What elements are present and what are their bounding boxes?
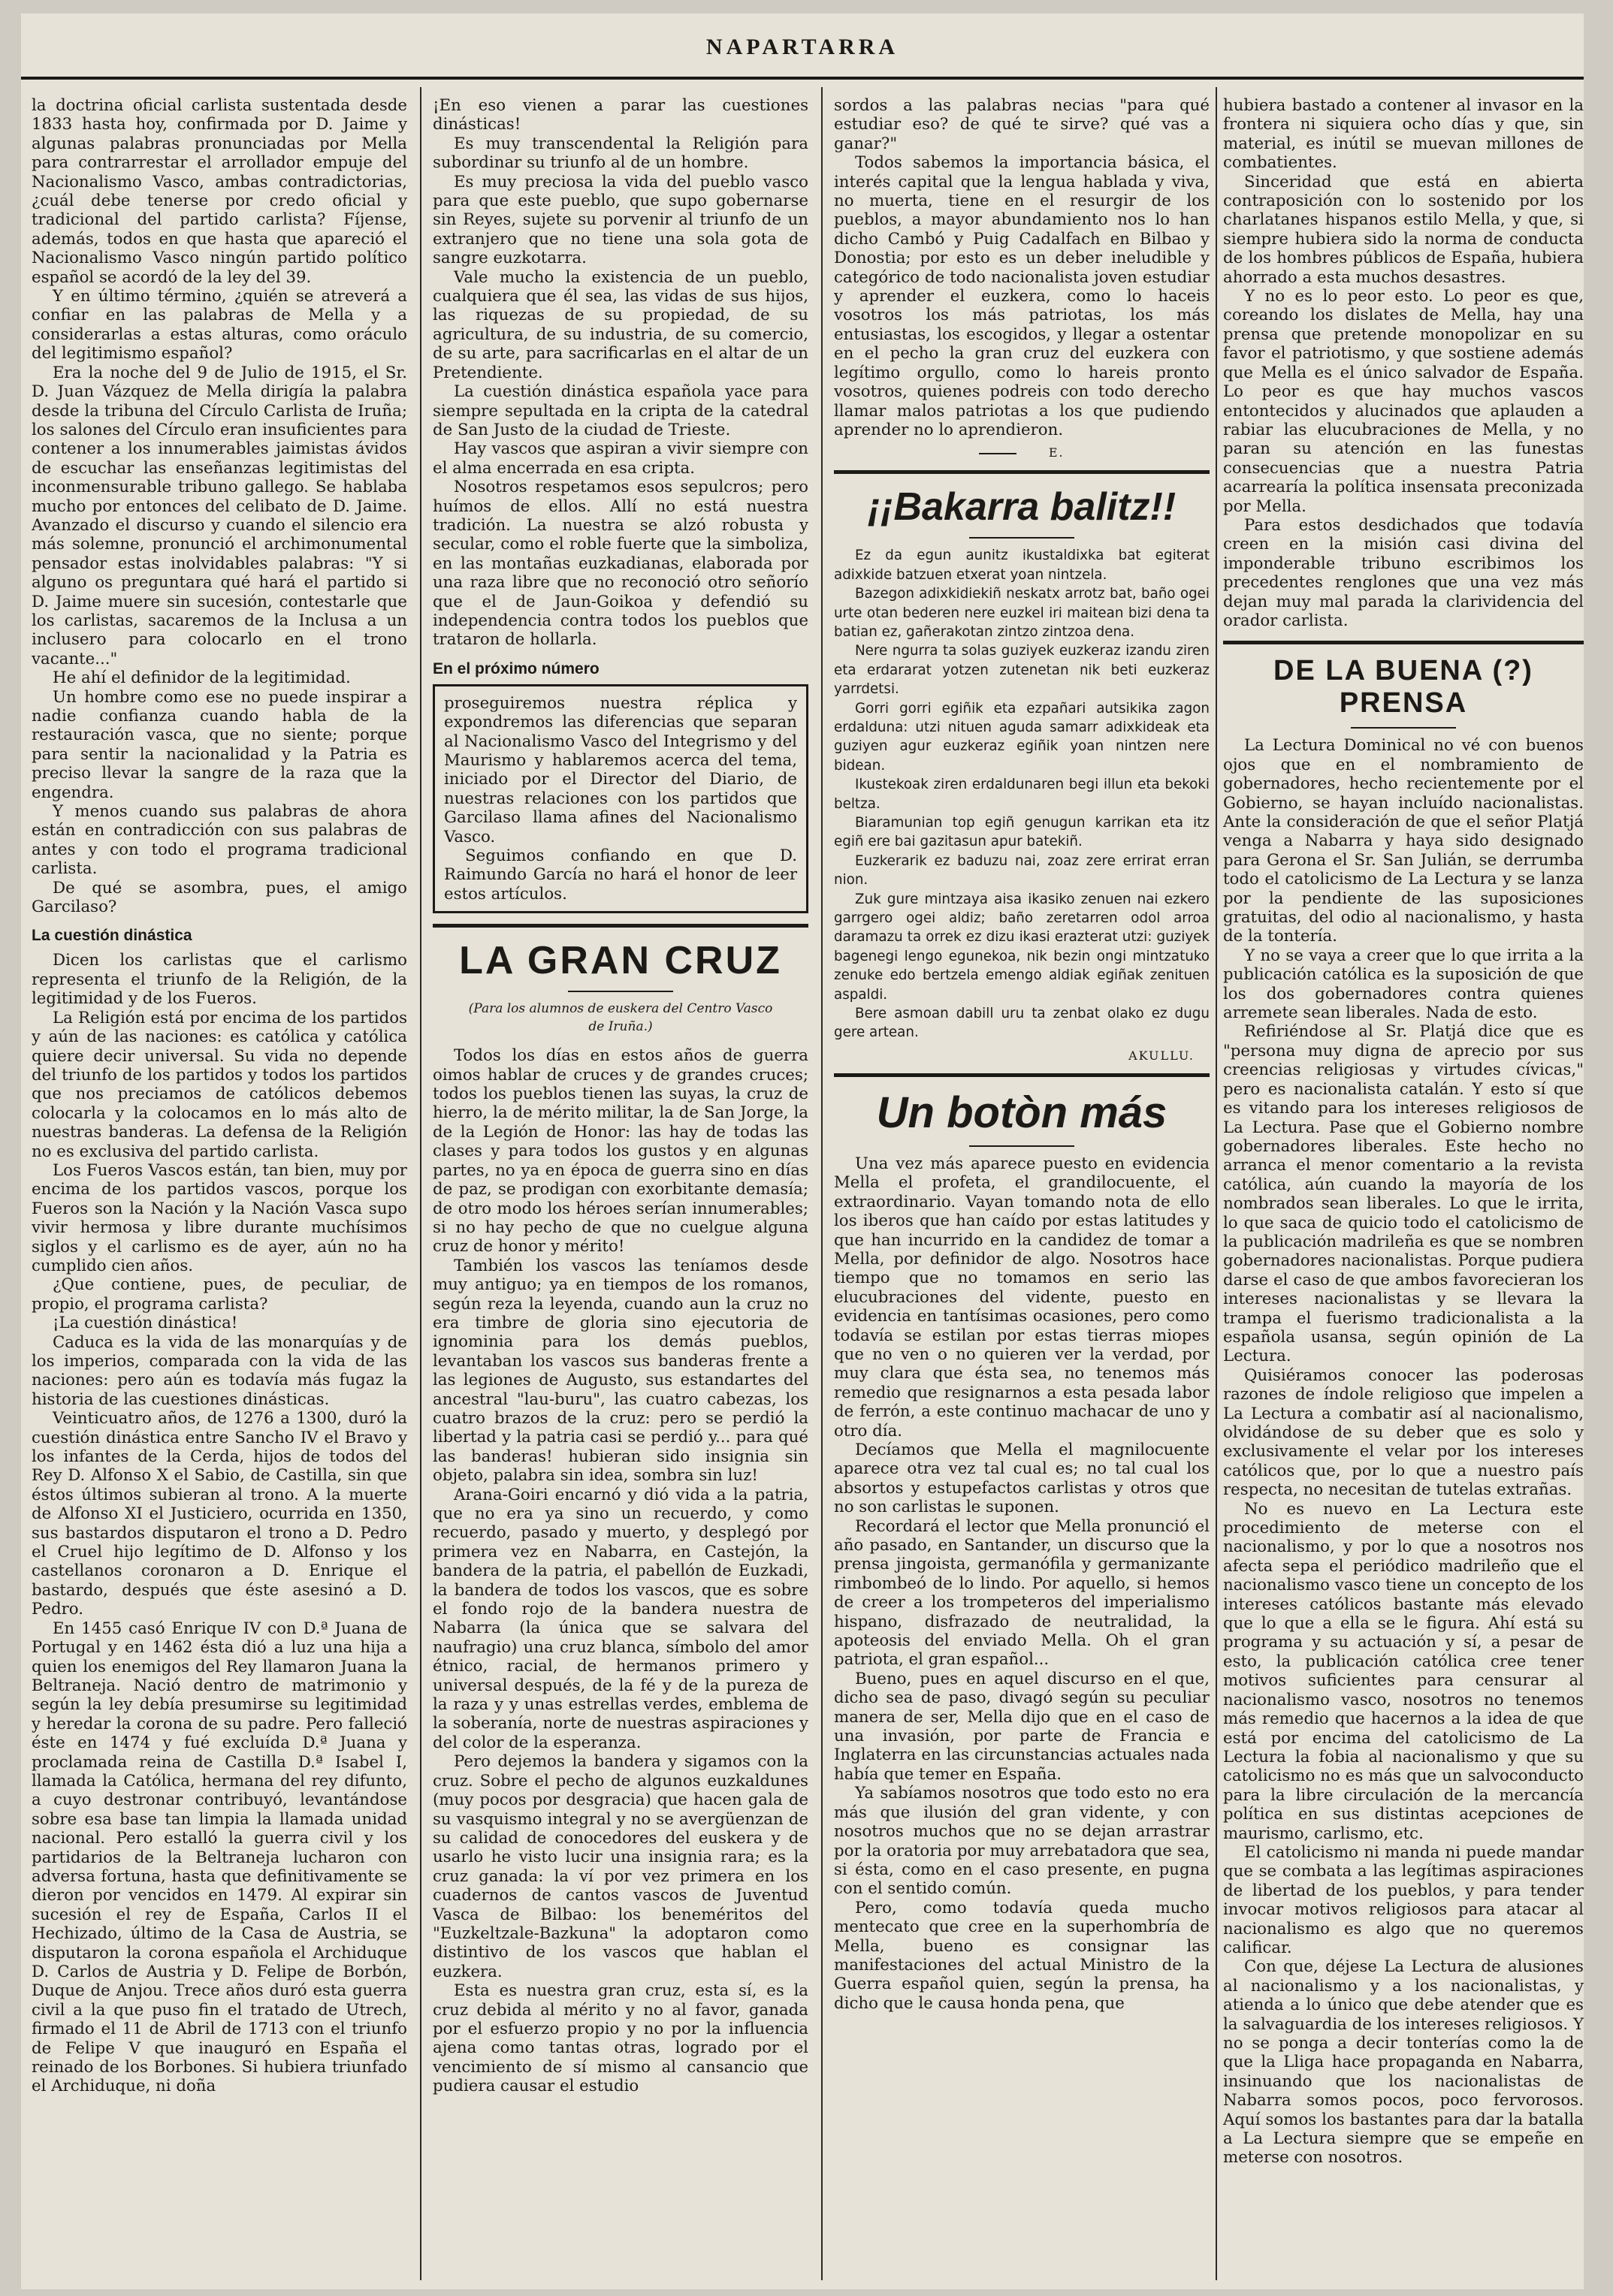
paragraph: Dicen los carlistas que el carlismo representa el triunfo de la Religión, de la legitimidad y de los Fueros.: [32, 951, 407, 1009]
paragraph: La Religión está por encima de los partidos y aún de las naciones: es católica y católica quiere decir universal. Su vida no depende del triunfo de los partidos y todos los partidos que nos preciamos de católicos debemos colocarla y la colocamos en lo más alto de nuestras banderas. La defensa de la Religión no es exclusiva del partido carlista.: [32, 1008, 407, 1161]
paragraph: Todos sabemos la importancia básica, el interés capital que la lengua hablada y viva, no muerta, tiene en el resurgir de los pueblos, a mayor abundamiento nos lo han dicho Cambó y Puig Cadalfach en Bilbao y Donostia; por esto es un deber ineludible y categórico de todo nacionalista joven estudiar y aprender el euzkera, como lo haceis vosotros los más patriotas, los más entusiastas, los escogidos, y llegar a ostentar en el pecho la gran cruz del euzkera con legítimo orgullo, como lo hareis pronto vosotros, quienes podreis con todo derecho llamar malos patriotas a los que pudiendo aprender no lo aprendieron.: [834, 153, 1210, 439]
paragraph: Biaramunian top egiñ genugun karrikan eta itz egiñ ere bai gazitasun apur batekiñ.: [834, 815, 1210, 850]
paragraph: Es muy preciosa la vida del pueblo vasco para que este pueblo, que supo gobernarse sin Reyes, sujete su porvenir al triunfo de un extranjero que no tiene una sola gota de sangre euzkotarra.: [433, 172, 808, 268]
paragraph: Caduca es la vida de las monarquías y de los imperios, comparada con la vida de las naciones: pero aún es todavía más fugaz la historia de las cuestiones dinásticas.: [32, 1332, 407, 1409]
column-divider: [1216, 87, 1217, 2280]
paragraph: Con que, déjese La Lectura de alusiones al nacionalismo y a los nacionalistas, y atienda a lo único que debe atender que es la salvaguardia de los intereses religiosos. Y no se ponga a decir tonterías como la de que la Lliga hace propaganda en Nabarra, insinuando que los nacionalistas de Nabarra somos pocos, poco fervorosos. Aquí somos los bastantes para dar la batalla a La Lectura siempre que se empeñe en meterse con nosotros.: [1223, 1957, 1584, 2168]
dedication: (Para los alumnos de euskera del Centro Vasco de Iruña.): [468, 1001, 773, 1035]
paragraph: Veinticuatro años, de 1276 a 1300, duró la cuestión dinástica entre Sancho IV el Bravo y los infantes de la Cerda, hijos de todos del Rey D. Alfonso X el Sabio, de Castilla, sin que éstos últimos subieran al trono. A la muerte de Alfonso XI el Justiciero, ocurrida en 1350, sus bastardos disputaron el trono a D. Pedro el Cruel hijo legítimo de D. Alfonso y los castellanos coronaron a D. Enrique el bastardo, después que éste asesinó a D. Pedro.: [32, 1409, 407, 1619]
paragraph: Era la noche del 9 de Julio de 1915, el Sr. D. Juan Vázquez de Mella dirigía la palabra desde la tribuna del Círculo Carlista de Iruña; los salones del Círculo eran insuficientes para contener a los innumerables jaimistas ávidos de escuchar las enseñanzas legitimistas del inconmensurable tribuno gallego. Se hablaba mucho por entonces del celibato de D. Jaime. Avanzado el discurso y cuando el silencio era más solemne, pronunció el archimonumental pensador estas inolvidables palabras: "Y si alguno os preguntara qué hará el partido si D. Jaime muere sin sucesión, contestarle que los carlistas, sacaremos de la Inclusa a un inclusero para colocarlo en el trono vacante...": [32, 363, 407, 668]
paragraph: proseguiremos nuestra réplica y expondremos las diferencias que separan al Nacionalismo Vasco del Integrismo y del Maurismo y hablaremos acerca del tema, iniciado por el Director del Diario, de nuestras relaciones con los partidos que Garcilaso llama afines del Nacionalismo Vasco.: [444, 693, 797, 846]
paragraph: He ahí el definidor de la legitimidad.: [53, 668, 351, 688]
paragraph: Nosotros respetamos esos sepulcros; pero huímos de ellos. Allí no está nuestra tradición. La nuestra se alzó robusta y secular, como el roble fuerte que la simboliza, en las montañas euzkadianas, elaborada por una raza libre que no reconoció otro señorío que el de Jaun-Goikoa y defendió su independencia contra todos los pueblos que trataron de hollarla.: [433, 478, 808, 650]
signature-text: E.: [1048, 445, 1065, 460]
signature: AKULLU.: [1128, 1048, 1195, 1063]
headline-rule: [1351, 727, 1456, 729]
paragraph: Seguimos confiando en que D. Raimundo García no hará el honor de leer estos artículos.: [444, 846, 797, 904]
paragraph: Es muy transcendental la Religión para subordinar su triunfo al de un hombre.: [433, 134, 808, 173]
section-heading: La cuestión dinástica: [32, 927, 192, 945]
paragraph: Los Fueros Vascos están, tan bien, muy por encima de los partidos vascos, porque los Fueros son la Nación y la Nación Vasca supo vivir hermosa y libre durante muchísimos siglos y el carlismo es de ayer, aún no ha cumplido cien años.: [32, 1160, 407, 1275]
paragraph: Un hombre como ese no puede inspirar a nadie confianza cuando habla de la restauración vasca, que no siente; porque para sentir la nacionalidad y la Patria es preciso llevar la sangre de la raza que la engendra.: [32, 687, 407, 802]
paragraph: Zuk gure mintzaya aisa ikasiko zenuen nai ezkero garrgero ogei aldiz; baño zeretarren odol arroa daramazu ta orrek ez dizu ikasi erazterat utzi: guziyek bagenegi lengo egunekoa, nik bezin ongi mintzatuko zenuke edo bertzela emengo aldiak egiñak zenituen aspaldi.: [834, 891, 1210, 1003]
paragraph: la doctrina oficial carlista sustentada desde 1833 hasta hoy, confirmada por D. Jaime y algunas palabras pronunciadas por Mella para contrarrestar el arrollador empuje del Nacionalismo Vasco, ambas contradictorias, ¿cuál debe tenerse por credo oficial y tradicional del partido carlista? Fíjense, además, todos en que hasta que apareció el Nacionalismo Vasco ningún partido político español se acordó de la ley del 39.: [32, 96, 407, 287]
headline-rule: [969, 1145, 1074, 1147]
paragraph: Sinceridad que está en abierta contraposición con lo sostenido por los charlatanes hispanos estilo Mella, y que, si siempre hubiera sido la norma de conducta de los hombres públicos de España, hubiera ahorrado a esta muchos desastres.: [1223, 172, 1584, 287]
column-divider: [420, 87, 421, 2280]
paragraph: Refiriéndose al Sr. Platjá dice que es "persona muy digna de aprecio por sus creencias religiosas y virtudes cívicas," pero es nacionalista catalán. Y esto sí que es vitando para los intereses religiosos de La Lectura. Pase que el Gobierno nombre gobernadores liberales. Este hecho no arranca el menor comentario a la revista católica, aún cuando la mayoría de los nombrados sean liberales. Lo que le irrita, lo que saca de quicio todo el catolicismo de la publicación madrileña es que se nombren gobernadores nacionalistas. Porque pudiera darse el caso de que ambos favorecieran los intereses nacionalistas y se llevara la trampa el fuerismo tradicionalista a la española usansa, según opinión de La Lectura.: [1223, 1022, 1584, 1366]
article-headline: Un botòn más: [876, 1088, 1167, 1137]
paragraph: Bueno, pues en aquel discurso en el que, dicho sea de paso, divagó según su peculiar manera de ser, Mella dijo que en el caso de una invasión, por parte de Francia e Inglaterra en las circunstancias actuales nada había que temer en España.: [834, 1669, 1210, 1784]
paragraph: ¿Que contiene, pues, de peculiar, de propio, el programa carlista?: [32, 1275, 407, 1314]
paragraph: ¡La cuestión dinástica!: [53, 1314, 238, 1333]
section-rule: [834, 470, 1210, 474]
section-rule: [834, 1073, 1210, 1077]
paragraph: Bere asmoan dabill uru ta zenbat olako ez dugu gere artean.: [834, 1006, 1210, 1041]
column-2: [433, 96, 808, 2274]
section-heading: En el próximo número: [433, 659, 600, 677]
paragraph: Y no es lo peor esto. Lo peor es que, coreando los dislates de Mella, hay una prensa que pretende monopolizar en su favor el patriotismo, y que sostiene además que Mella es el único salvador de España. Lo peor es que hay muchos vascos entontecidos y alucinados que aplauden a rabiar las elucubraciones de Mella, y no paran su atención en las funestas consecuencias que a nuestra Patria acarrearía la política insensata preconizada por Mella.: [1223, 287, 1584, 516]
paragraph: Quisiéramos conocer las poderosas razones de índole religioso que impelen a La Lectura a combatir así al nacionalismo, olvidándose de su deber que es solo y exclusivamente el velar por los intereses católicos que, por lo que a nuestro país respecta, no necesitan de tutelas extrañas.: [1223, 1365, 1584, 1500]
paragraph: Una vez más aparece puesto en evidencia Mella el profeta, el grandilocuente, el extraordinario. Vayan tomando nota de ello los iberos que han caído por estas latitudes y que han incurrido en la candidez de tomar a Mella, por definidor de algo. Nosotros hace tiempo que no tomamos en serio las elucubraciones del vidente, puesto en evidencia en tantísimas ocasiones, pero como todavía se estilan por estas tierras miopes que no ven o no quieren ver la verdad, por muy clara que ésta sea, no tenemos más remedio que resignarnos a esta pesada labor de ferrón, a este continuo machacar de uno y otro día.: [834, 1154, 1210, 1441]
paragraph: Vale mucho la existencia de un pueblo, cualquiera que él sea, las vidas de sus hijos, las riquezas de su propiedad, de su agricultura, de su industria, de su comercio, de su arte, para sacrificarlas en el altar de un Pretendiente.: [433, 267, 808, 382]
section-rule: [433, 924, 808, 928]
masthead-title: NAPARTARRA: [705, 35, 899, 59]
column-4: [1223, 96, 1584, 2274]
masthead: [21, 14, 1584, 80]
paragraph: Y menos cuando sus palabras de ahora están en contradicción con sus palabras de antes y con todo el programa tradicional carlista.: [32, 802, 407, 879]
paragraph: Nere ngurra ta solas guziyek euzkeraz izandu ziren eta erdararat yotzen zutenetan nik beti euzkeraz yarrdetsi.: [834, 643, 1210, 698]
paragraph: Y no se vaya a creer que lo que irrita a la publicación católica es la suposición de que los dos gobernadores contra quienes arremete sean liberales. Nada de esto.: [1223, 946, 1584, 1023]
newspaper-page: [21, 14, 1584, 2289]
column-1: [32, 96, 407, 2274]
dash-rule: [979, 453, 1016, 454]
paragraph: En 1455 casó Enrique IV con D.ª Juana de Portugal y en 1462 ésta dió a luz una hija a quien los enemigos del Rey llamaron Juana la Beltraneja. Nació dentro de matrimonio y según la ley debía presumirse su legitimidad y heredar la corona de su padre. Pero falleció éste en 1474 y fué excluída D.ª Juana y proclamada reina de Castilla D.ª Isabel I, llamada la Católica, hermana del rey difunto, a cuyo destronar contribuyó, levantándose sobre esa base tan limpia la llamada unidad nacional. Pero estalló la guerra civil y los partidarios de la Beltraneja lucharon con adversa fortuna, hasta que definitivamente se dieron por vencidos en 1479. Al expirar sin sucesión el rey de España, Carlos II el Hechizado, último de la Casa de Austria, se disputaron la corona española el Archiduque D. Carlos de Austria y D. Felipe de Borbón, Duque de Anjou. Trece años duró esta guerra civil a la que puso fin el tratado de Utrech, firmado el 11 de Abril de 1713 con el triunfo de Felipe V que inauguró en España el reinado de los Borbones. Si hubiera triunfado el Archiduque, ni doña: [32, 1619, 407, 2096]
paragraph: Para estos desdichados que todavía creen en la misión casi divina del imponderable tribuno escribimos los precedentes renglones que una vez más dejan muy mal parada la clarividencia del orador carlista.: [1223, 515, 1584, 630]
section-rule: [1223, 641, 1584, 644]
paragraph: El catolicismo ni manda ni puede mandar que se combata a las legítimas aspiraciones de libertad de los pueblos, y para tender invocar motivos religiosos para atacar al nacionalismo es algo que no queremos calificar.: [1223, 1842, 1584, 1957]
paragraph: Ya sabíamos nosotros que todo esto no era más que ilusión del gran vidente, y con nosotros muchos que no se dejan arrastrar por la oratoria por muy arrebatadora que sea, si ésta, como en el caso presente, en pugna con el sentido común.: [834, 1784, 1210, 1899]
paragraph: Hay vascos que aspiran a vivir siempre con el alma encerrada en esa cripta.: [433, 439, 808, 478]
paragraph: Arana-Goiri encarnó y dió vida a la patria, que no era ya sino un recuerdo, y como recuerdo, pasado y muerto, y desplegó por primera vez en Nabarra, en Castejón, la bandera de la patria, el pabellón de Euzkadi, la bandera de todos los vascos, que es sobre el fondo rojo de la bandera nuestra de Nabarra (la única que se salvara del naufragio) una cruz blanca, símbolo del amor étnico, racial, de hermanos primero y universal después, de la fé y de la pureza de la raza y y unas estrellas verdes, emblema de la soberanía, norte de nuestras aspiraciones y del color de la esperanza.: [433, 1485, 808, 1752]
paragraph: No es nuevo en La Lectura este procedimiento de meterse con el nacionalismo, y por lo que a nosotros nos afecta sepa el periódico madrileño que el nacionalismo vasco tiene un concepto de los intereses católicos bastante más elevado que lo que a ella se le figura. Ahí está su programa y su actuación y sí, a pesar de esto, la publicación católica cree tener motivos suficientes para censurar al nacionalismo vasco, nosotros no tenemos más remedio que hacernos a la idea de que está por encima del catolicismo de La Lectura la fobia al nacionalismo y que su catolicismo no es más que un salvoconducto para la libre circulación de la mercancía política en sus distintas acepciones de maurismo, carlismo, etc.: [1223, 1499, 1584, 1843]
notice-box: [433, 684, 808, 913]
paragraph: La cuestión dinástica española yace para siempre sepultada en la cripta de la catedral de San Justo de la ciudad de Trieste.: [433, 382, 808, 439]
article-headline: ¡¡Bakarra balitz!!: [867, 485, 1177, 529]
paragraph: Ez da egun aunitz ikustaldixka bat egiterat adixkide batzuen etxerat yoan nintzela.: [834, 548, 1210, 583]
paragraph: Todos los días en estos años de guerra oimos hablar de cruces y de grandes cruces; todos los pueblos tienen las suyas, la cruz de hierro, la de mérito militar, la de San Jorge, la de la Legión de Honor: las hay de todas las clases y para todos los gustos y en algunas partes, no ya en época de guerra sino en días de paz, se prodigan con exorbitante demasía; de otro modo los héroes serían innumerables; si no hay pecho de que no cuelgue alguna cruz de honor y mérito!: [433, 1046, 808, 1257]
article-headline: DE LA BUENA (?) PRENSA: [1273, 655, 1533, 720]
paragraph: Pero dejemos la bandera y sigamos con la cruz. Sobre el pecho de algunos euzkaldunes (muy pocos por desgracia) que hacen gala de su vasquismo integral y no se avergüenzan de su calidad de conocedores del euskera y de usarlo he visto lucir una insignia rara; es la cruz ganada: la ví por vez primera en los cuadernos de cantos vascos de Juventud Vasca de Bilbao: los beneméritos del "Euzkeltzale-Bazkuna" la adoptaron como distintivo de los vascos que hablan el euzkera.: [433, 1752, 808, 1981]
paragraph: Ikustekoak ziren erdaldunaren begi illun eta bekoki beltza.: [834, 777, 1210, 812]
paragraph: ¡En eso vienen a parar las cuestiones dinásticas!: [433, 96, 808, 134]
article-headline: LA GRAN CRUZ: [459, 939, 782, 983]
paragraph: Y en último término, ¿quién se atreverá a confiar en las palabras de Mella y a considerarlas a estas alturas, como oráculo del legitimismo español?: [32, 287, 407, 364]
paragraph: Decíamos que Mella el magnilocuente aparece otra vez tal cual es; no tal cual los absortos y estupefactos carlistas y otros que no son carlistas le suponen.: [834, 1440, 1210, 1517]
paragraph: Recordará el lector que Mella pronunció el año pasado, en Santander, un discurso que la prensa jingoista, germanófila y germanizante rimbombeó de lo lindo. Por aquello, si hemos de creer a los trompeteros del imperialismo hispano, disfrazado de neutralidad, la apoteosis del enviado Mella. Oh el gran patriota, el gran español...: [834, 1516, 1210, 1670]
paragraph: Esta es nuestra gran cruz, esta sí, es la cruz debida al mérito y no al favor, ganada por el esfuerzo propio y no por la influencia ajena como tantas otras, logrado por el vencimiento de sí mismo al cansancio que pudiera causar el estudio: [433, 1981, 808, 2096]
paragraph: De qué se asombra, pues, el amigo Garcilaso?: [32, 878, 407, 917]
column-3: [834, 96, 1210, 2274]
paragraph: También los vascos las teníamos desde muy antiguo; ya en tiempos de los romanos, según reza la leyenda, cuando aun la cruz no era timbre de gloria sino ejecutoria de ignominia para los demás pueblos, levantaban los vascos sus banderas frente a las legiones de Augusto, sus estandartes del ancestral "lau-buru", las cuatro cabezas, los cuatro brazos de la cruz: pero se perdió la libertad y la patria casi se perdió y... para qué las banderas! hubieran sido insignia sin objeto, palabra sin idea, sombra sin luz!: [433, 1256, 808, 1486]
paragraph: Bazegon adixkidiekiñ neskatx arrotz bat, baño ogei urte otan bederen nere euzkel iri maitean bizi dena ta batian ez, gañerakotan zintzo zintzoa dena.: [834, 586, 1210, 640]
paragraph: Euzkerarik ez baduzu nai, zoaz zere errirat erran nion.: [834, 852, 1210, 889]
headline-rule: [969, 537, 1074, 539]
signature: [834, 445, 1210, 460]
column-divider: [821, 87, 823, 2280]
paragraph: Gorri gorri egiñik eta ezpañari autsikika zagon erdalduna: utzi nituen aguda samarr adixkideak eta guziyen agur euzkeraz egiñik yoan nintzen nere bidean.: [834, 700, 1210, 774]
paragraph: hubiera bastado a contener al invasor en la frontera ni siquiera ocho días y que, sin material, es inútil se muevan millones de combatientes.: [1223, 96, 1584, 173]
paragraph: Pero, como todavía queda mucho mentecato que cree en la superhombría de Mella, bueno es consignar las manifestaciones del actual Ministro de la Guerra español quien, según la prensa, ha dicho que le causa honda pena, que: [834, 1898, 1210, 2013]
paragraph: La Lectura Dominical no vé con buenos ojos que en el nombramiento de gobernadores, hecho recientemente por el Gobierno, se hayan incluído nacionalistas. Ante la consideración de que el señor Platjá venga a Nabarra y haya sido designado para Gerona el Sr. San Julián, se derrumba todo el catolicismo de La Lectura y se lanza por la pendiente de las suposiciones gratuitas, del odio al nacionalismo, y hasta de la tontería.: [1223, 736, 1584, 946]
headline-rule: [568, 991, 673, 992]
paragraph: sordos a las palabras necias "para qué estudiar eso? de qué te sirve? qué vas a ganar?": [834, 96, 1210, 153]
